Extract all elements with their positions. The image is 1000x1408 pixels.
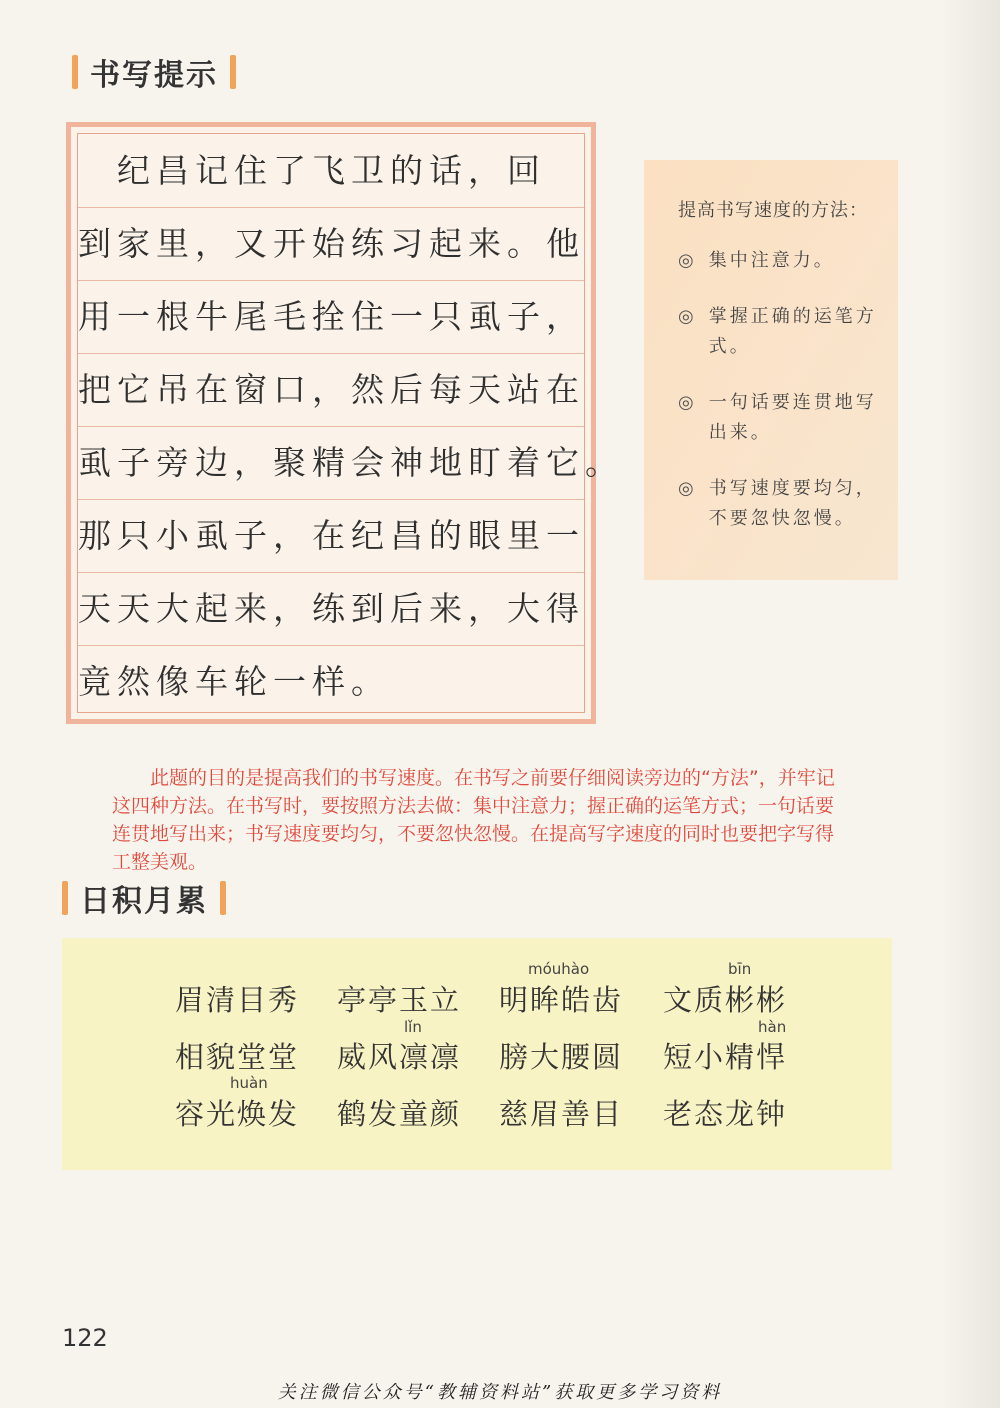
title-bar-left <box>62 881 68 915</box>
idiom: 眉清目秀 <box>174 983 299 1017</box>
page-number: 122 <box>62 1324 108 1352</box>
tip-text: 书写速度要均匀，不要忽快忽慢。 <box>708 478 877 529</box>
title-bar-right <box>220 881 226 915</box>
tip-item <box>678 388 898 448</box>
copy-line: 纪昌记住了飞卫的话，回 <box>78 134 584 208</box>
section-title-daily-accumulation <box>62 876 226 920</box>
copy-line: 到家里，又开始练习起来。他 <box>78 207 584 281</box>
tip-item <box>678 474 898 534</box>
copy-line: 虱子旁边，聚精会神地盯着它。 <box>78 426 584 500</box>
idiom: 鹤发童颜 <box>336 1097 461 1131</box>
tip-text: 掌握正确的运笔方式。 <box>708 306 877 357</box>
tip-text: 集中注意力。 <box>708 250 835 271</box>
tip-item <box>678 302 898 362</box>
idiom: 相貌堂堂 <box>174 1040 299 1074</box>
tips-box <box>644 160 898 580</box>
idiom: 文质彬彬 <box>662 983 787 1017</box>
pinyin-annotation: bīn <box>728 960 752 978</box>
bullet-icon: ◎ <box>678 392 697 413</box>
pinyin-annotation: móuhào <box>528 960 590 978</box>
copy-line: 竟然像车轮一样。 <box>78 662 390 701</box>
bullet-icon: ◎ <box>678 306 697 327</box>
title-bar-right <box>230 55 236 89</box>
idiom: 亭亭玉立 <box>336 983 461 1017</box>
idiom: 容光焕发 <box>174 1097 299 1131</box>
pinyin-annotation: hàn <box>758 1018 787 1036</box>
idiom: 膀大腰圆 <box>498 1040 623 1074</box>
copybook-grid <box>66 122 624 724</box>
idiom-panel <box>62 938 892 1170</box>
footer-watermark: 关注微信公众号“教辅资料站”获取更多学习资料 <box>277 1382 723 1403</box>
bullet-icon: ◎ <box>678 250 697 271</box>
page-edge-shadow <box>940 0 1000 1408</box>
idiom: 威风凛凛 <box>336 1040 461 1074</box>
tips-title: 提高书写速度的方法： <box>678 200 868 221</box>
answer-note: 此题的目的是提高我们的书写速度。在书写之前要仔细阅读旁边的“方法”，并牢记这四种方法。在书写时，要按照方法去做：集中注意力；握正确的运笔方式；一句话要连贯地写出来；书写速度要均匀，不要忽快忽慢。在提高写字速度的同时也要把字写得工整美观。 <box>112 767 835 873</box>
idiom: 短小精悍 <box>662 1040 787 1074</box>
tip-item <box>678 246 898 276</box>
section-title-writing-tips <box>72 50 236 94</box>
idiom: 慈眉善目 <box>498 1097 623 1131</box>
idiom: 老态龙钟 <box>662 1097 787 1131</box>
copy-line: 天天大起来，练到后来，大得 <box>78 572 584 646</box>
pinyin-annotation: huàn <box>230 1074 268 1092</box>
section-title-text: 日积月累 <box>80 884 208 919</box>
section-title-text: 书写提示 <box>90 58 218 93</box>
idiom: 明眸皓齿 <box>498 983 623 1017</box>
bullet-icon: ◎ <box>678 478 697 499</box>
copy-line: 用一根牛尾毛拴住一只虱子， <box>78 280 584 354</box>
pinyin-annotation: lǐn <box>404 1018 422 1036</box>
copy-line: 把它吊在窗口，然后每天站在 <box>78 353 584 427</box>
copy-line: 那只小虱子，在纪昌的眼里一 <box>78 499 584 573</box>
tip-text: 一句话要连贯地写出来。 <box>708 392 877 443</box>
title-bar-left <box>72 55 78 89</box>
